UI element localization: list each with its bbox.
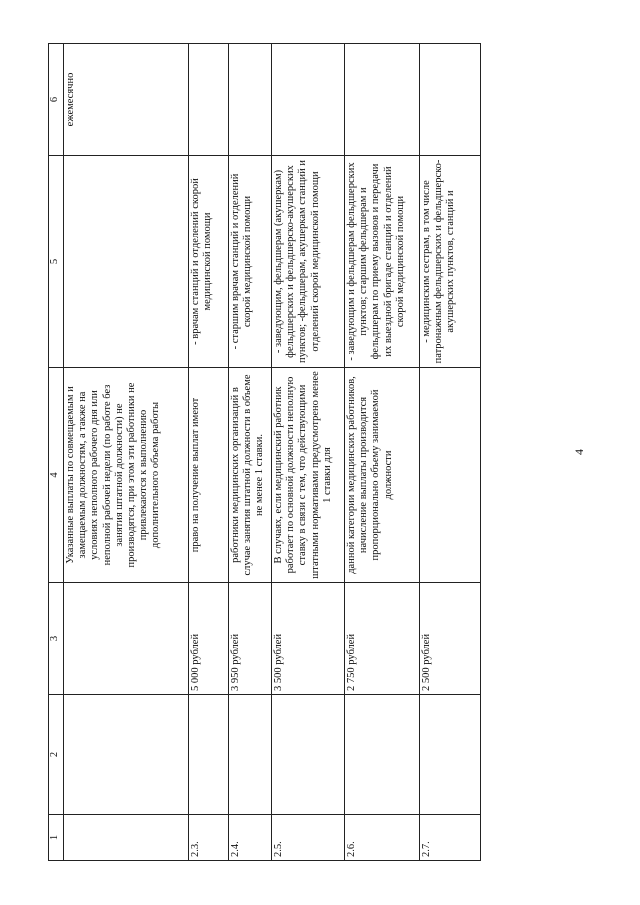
column-header: 6 <box>49 44 64 156</box>
row-number: 2.4. <box>229 815 272 861</box>
row-amount: 2 750 рублей <box>345 583 420 695</box>
row-number: 2.7. <box>420 815 481 861</box>
row-col2 <box>64 695 189 815</box>
row-period <box>345 44 420 156</box>
row-recipients: - старшим врачам станций и отделений скорой медицинской помощи <box>229 156 272 368</box>
column-header: 4 <box>49 368 64 583</box>
column-header: 1 <box>49 815 64 861</box>
table-row <box>189 44 229 861</box>
row-col2 <box>345 695 420 815</box>
row-col2 <box>420 695 481 815</box>
table-row <box>272 44 345 861</box>
table-row <box>420 44 481 861</box>
payments-table <box>48 43 481 861</box>
row-number <box>64 815 189 861</box>
row-period: ежемесячно <box>64 44 189 156</box>
row-condition <box>420 368 481 583</box>
row-condition: Указанные выплаты по совмещаемым и замещаемым должностям, а также на условиях неполного рабочего дня или неполной рабочей недели (по работе без занятия штатной должности) не производятся, при этом эти работники не привлекаются к выполнению дополнительного объема работы <box>64 368 189 583</box>
table-row <box>64 44 189 861</box>
row-condition: работники медицинских организаций в случае занятия штатной должности в объеме не менее 1 ставки. <box>229 368 272 583</box>
row-amount: 3 950 рублей <box>229 583 272 695</box>
row-number: 2.3. <box>189 815 229 861</box>
row-recipients: - медицинским сестрам, в том числе патронажным фельдшерских и фельдшерско-акушерских пунктов, станций и <box>420 156 481 368</box>
column-header: 5 <box>49 156 64 368</box>
column-header: 3 <box>49 583 64 695</box>
row-col2 <box>272 695 345 815</box>
table-row <box>345 44 420 861</box>
row-period <box>189 44 229 156</box>
row-col2 <box>229 695 272 815</box>
row-period <box>420 44 481 156</box>
row-number: 2.6. <box>345 815 420 861</box>
row-amount <box>64 583 189 695</box>
row-recipients: - врачам станций и отделений скорой медицинской помощи <box>189 156 229 368</box>
row-recipients <box>64 156 189 368</box>
row-condition: право на получение выплат имеют <box>189 368 229 583</box>
row-number: 2.5. <box>272 815 345 861</box>
row-amount: 5 000 рублей <box>189 583 229 695</box>
row-condition: данной категории медицинских работников, начисление выплаты производится пропорционально объему занимаемой должности <box>345 368 420 583</box>
page-number: 4 <box>572 449 586 455</box>
row-recipients: - заведующим и фельдшерам фельдшерских пунктов; старшим фельдшерам и фельдшерам по приему вызовов и передачи их выездной бригаде станций и отделений скорой медицинской помощи <box>345 156 420 368</box>
row-period <box>272 44 345 156</box>
column-header: 2 <box>49 695 64 815</box>
row-condition: В случаях, если медицинский работник работает по основной должности неполную ставку в связи с тем, что действующими штатными нормативами предусмотрено менее 1 ставки для <box>272 368 345 583</box>
row-amount: 3 500 рублей <box>272 583 345 695</box>
table-row <box>229 44 272 861</box>
row-period <box>229 44 272 156</box>
column-number-row <box>49 44 64 861</box>
row-col2 <box>189 695 229 815</box>
row-recipients: - заведующим, фельдшерам (акушеркам) фельдшерских и фельдшерско-акушерских пунктов; -фельдшерам, акушеркам станций и отделений скорой медицинской помощи <box>272 156 345 368</box>
row-amount: 2 500 рублей <box>420 583 481 695</box>
